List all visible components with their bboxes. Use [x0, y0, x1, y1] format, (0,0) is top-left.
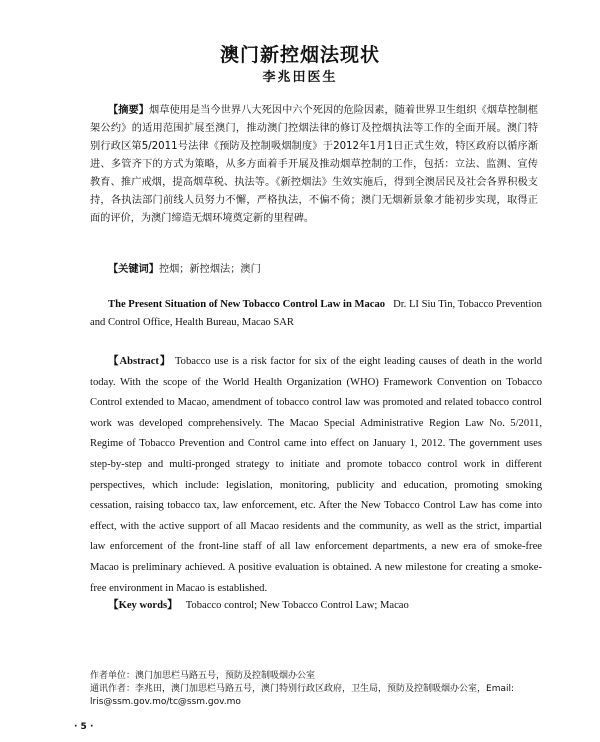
- chinese-abstract-text: 烟草使用是当今世界八大死因中六个死因的危险因素，随着世界卫生组织《烟草控制框架公约》的适用范围扩展至澳门，推动澳门控烟法律的修订及控烟执法等工作的全面开展。澳门特别行政区第5/2011号法律《预防及控制吸烟制度》于2012年1月1日正式生效，特区政府以循序渐进、多管齐下的方式为策略，从多方面着手开展及推动烟草控制的工作，包括：立法、监测、宣传教育、推广戒烟，提高烟草税、执法等。《新控烟法》生效实施后，得到全澳居民及社会各界积极支持，各执法部门前线人员努力不懈，严格执法，不偏不倚；澳门无烟新景象才能初步实现，取得正面的评价，为澳门缔造无烟环境奠定新的里程碑。: [90, 105, 539, 224]
- english-author-affiliation: Dr. LI Siu Tin, Tobacco Prevention and Control Office, Health Bureau, Macao SAR: [90, 299, 542, 328]
- chinese-abstract-label: 【摘要】: [108, 105, 149, 116]
- english-abstract: [90, 352, 542, 599]
- english-abstract-text: Tobacco use is a risk factor for six of the eight leading causes of death in the world today. With the scope of the World Health Organization (WHO) Framework Convention on Tobacco Control extended to Macao, amendment of tobacco control law was promoted and related tobacco control work was developed comprehensively. The Macao Special Administrative Region Law No. 5/2011, Regime of Tobacco Prevention and Control came into effect on January 1, 2012. The government uses step-by-step and multi-pronged strategy to initiate and promote tobacco control work in different perspectives, which include: legislation, monitoring, publicity and education, promoting smoking cessation, raising tobacco tax, law enforcement, etc. After the New Tobacco Control Law has come into effect, with the active support of all Macao residents and the community, as well as the strict, impartial law enforcement of the front-line staff of all law enforcement departments, a new era of smoke-free Macao is preliminary achieved. A positive evaluation is obtained. A new milestone for creating a smoke-free environment in Macao is established.: [90, 356, 543, 594]
- chinese-keywords: [108, 262, 538, 278]
- author-unit: 作者单位：澳门加思栏马路五号，预防及控制吸烟办公室: [90, 671, 316, 681]
- english-keywords-label: 【Key words】: [108, 600, 178, 611]
- chinese-author: 李兆田医生: [262, 70, 338, 85]
- english-heading: [90, 296, 542, 332]
- english-title: The Present Situation of New Tobacco Control Law in Macao: [108, 299, 386, 310]
- english-keywords: [108, 598, 542, 614]
- author-email: lris@ssm.gov.mo/tc@ssm.gov.mo: [90, 697, 241, 707]
- chinese-keywords-text: 控烟；新控烟法；澳门: [158, 264, 261, 275]
- page-number: · 5 ·: [74, 722, 94, 732]
- chinese-title: 澳门新控烟法现状: [219, 44, 380, 66]
- chinese-abstract: [90, 102, 538, 228]
- english-abstract-label: 【Abstract】: [108, 356, 172, 367]
- english-keywords-text: Tobacco control; New Tobacco Control Law; Macao: [185, 600, 409, 611]
- author-footnote: [90, 670, 542, 709]
- chinese-keywords-label: 【关键词】: [108, 264, 159, 275]
- corresponding-author: 通讯作者：李兆田，澳门加思栏马路五号，澳门特别行政区政府，卫生局，预防及控制吸烟办公室，Email:: [90, 684, 515, 694]
